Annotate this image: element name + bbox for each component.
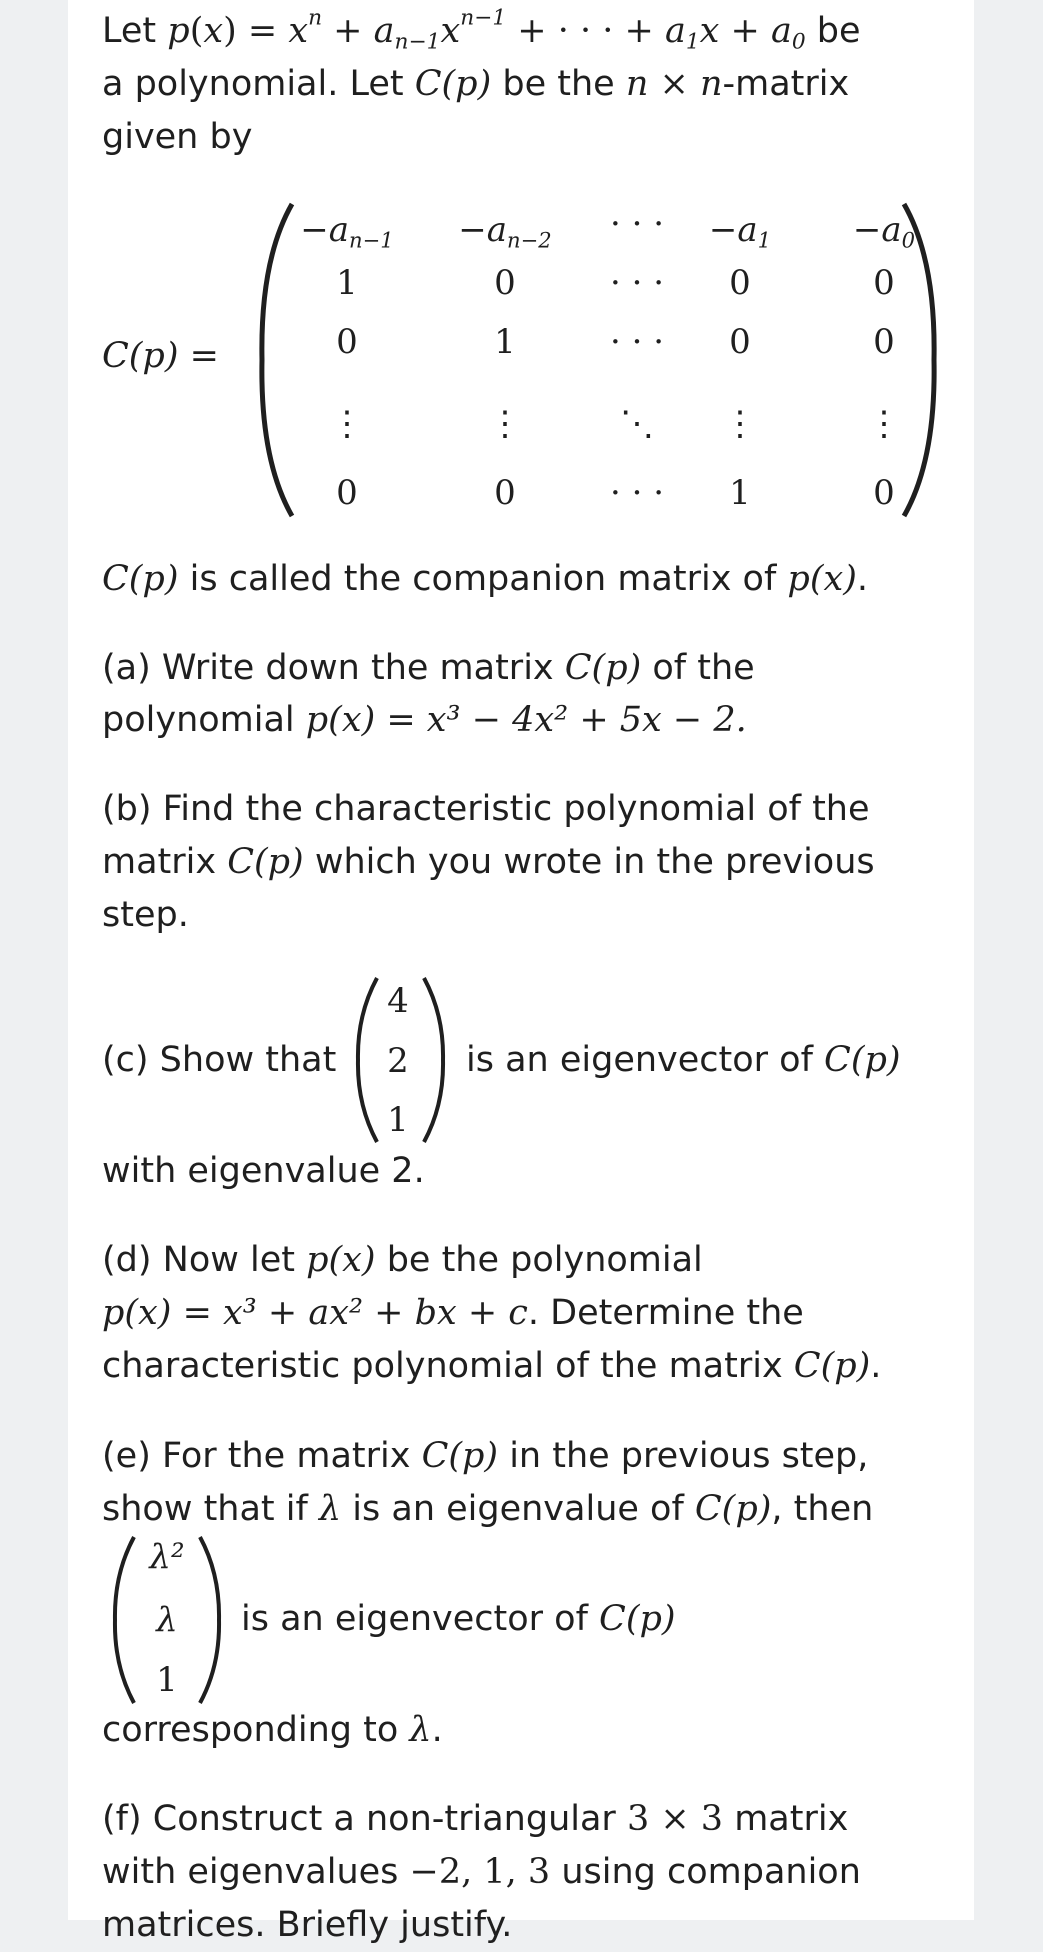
intro-line-2: a polynomial. Let C(p) be the n × n-matrix — [102, 64, 850, 104]
matrix-cell: · · · — [609, 322, 665, 362]
matrix-cell: $-a_1$ — [708, 210, 772, 253]
intro-line-3: given by — [102, 117, 253, 157]
part-c-prefix: (c) Show that — [102, 1040, 337, 1080]
vector-e-entry: λ² — [149, 1537, 185, 1577]
matrix-lhs: C(p) = — [102, 336, 219, 376]
part-d-line-3: characteristic polynomial of the matrix C(p). — [102, 1346, 882, 1386]
part-f-line-3: matrices. Briefly justify. — [102, 1905, 513, 1945]
matrix-cell: 1 — [729, 473, 751, 513]
matrix-vdots: ⋮ — [723, 404, 757, 444]
matrix-cell: · · · — [609, 204, 665, 244]
matrix-ddots: ⋱ — [620, 404, 654, 444]
matrix-cell: $-a_{n-2}$ — [458, 210, 552, 253]
matrix-vdots: ⋮ — [488, 404, 522, 444]
vector-c-entry: 1 — [387, 1100, 409, 1140]
part-e-line-3: corresponding to λ. — [102, 1710, 443, 1750]
part-c-suffix: is an eigenvector of C(p) — [466, 1040, 901, 1080]
vector-e-entry: λ — [156, 1600, 178, 1640]
companion-definition: C(p) is called the companion matrix of p(x). — [102, 559, 869, 599]
matrix-vdots: ⋮ — [330, 404, 364, 444]
matrix-cell: 0 — [729, 263, 751, 303]
matrix-cell: 0 — [336, 473, 358, 513]
document-page — [68, 0, 974, 1945]
part-e-line-1: (e) For the matrix C(p) in the previous step, — [102, 1436, 869, 1476]
matrix-cell: 1 — [336, 263, 358, 303]
part-a-line-1: (a) Write down the matrix C(p) of the — [102, 648, 755, 688]
part-c-line-2: with eigenvalue 2. — [102, 1151, 425, 1191]
part-b-line-3: step. — [102, 895, 189, 935]
part-d-line-1: (d) Now let p(x) be the polynomial — [102, 1240, 703, 1280]
part-a-line-2: polynomial p(x) = x³ − 4x² + 5x − 2. — [102, 700, 747, 740]
matrix-cell: 0 — [494, 473, 516, 513]
part-d-line-2: p(x) = x³ + ax² + bx + c. Determine the — [102, 1293, 804, 1333]
part-e-line-2: show that if λ is an eigenvalue of C(p), then — [102, 1489, 874, 1529]
part-f-line-1: (f) Construct a non-triangular 3 × 3 matrix — [102, 1799, 849, 1839]
matrix-cell: 0 — [494, 263, 516, 303]
matrix-cell: $-a_0$ — [852, 210, 916, 253]
intro-line-1: Let $p(x) = x^n + a_{n-1}x^{n-1}$ + · · · + $a_1x + a_0$ be — [102, 5, 861, 55]
matrix-cell: 1 — [494, 322, 516, 362]
matrix-cell: · · · — [609, 473, 665, 513]
matrix-cell: · · · — [609, 263, 665, 303]
vector-c-entry: 4 — [387, 981, 409, 1021]
matrix-cell: 0 — [873, 473, 895, 513]
vector-c-right-paren — [420, 975, 446, 1145]
matrix-vdots: ⋮ — [867, 404, 901, 444]
part-e-suffix: is an eigenvector of C(p) — [241, 1599, 676, 1639]
matrix-cell: 0 — [336, 322, 358, 362]
matrix-cell: $-a_{n-1}$ — [300, 210, 394, 253]
vector-e-entry: 1 — [156, 1660, 178, 1700]
matrix-cell: 0 — [873, 263, 895, 303]
part-b-line-2: matrix C(p) which you wrote in the previous — [102, 842, 875, 882]
matrix-cell: 0 — [729, 322, 751, 362]
part-f-line-2: with eigenvalues −2, 1, 3 using companion — [102, 1852, 861, 1892]
vector-c-entry: 2 — [387, 1041, 409, 1081]
matrix-cell: 0 — [873, 322, 895, 362]
part-b-line-1: (b) Find the characteristic polynomial of the — [102, 789, 870, 829]
